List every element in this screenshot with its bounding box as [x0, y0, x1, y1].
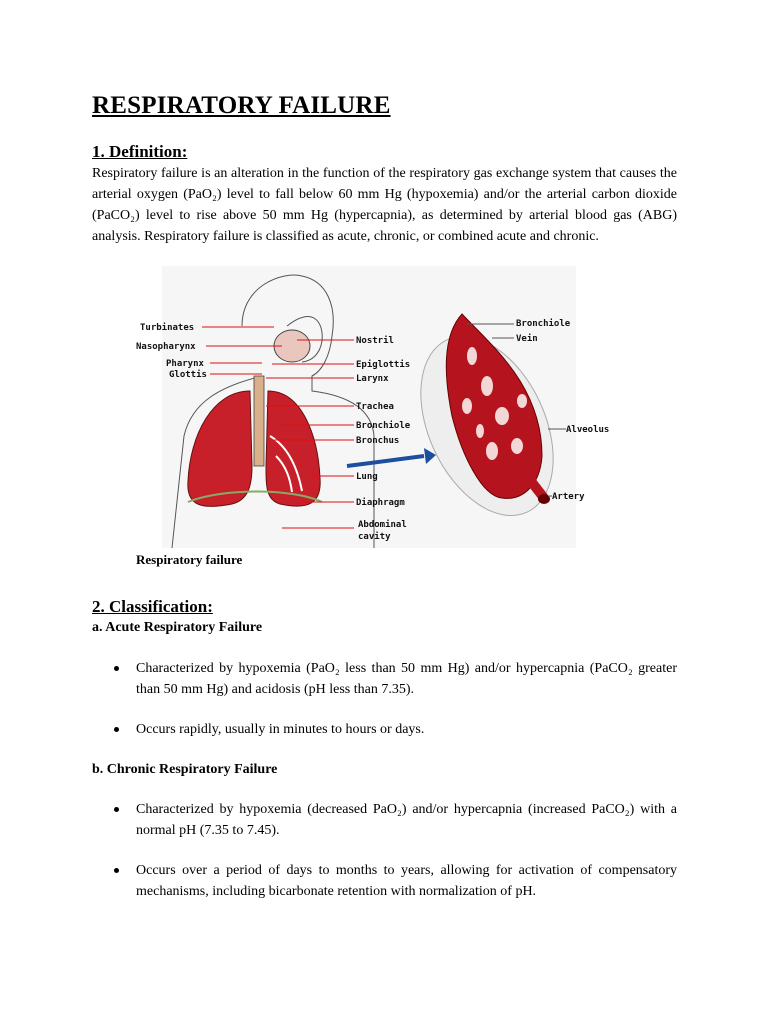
label-turbinates: Turbinates	[140, 323, 195, 333]
alveolus-cluster	[394, 314, 579, 537]
label-nasopharynx: Nasopharynx	[136, 342, 196, 352]
arrow-shaft	[347, 456, 424, 466]
label-bronchiole: Bronchiole	[356, 421, 411, 431]
label-larynx: Larynx	[356, 374, 389, 384]
list-item: Occurs rapidly, usually in minutes to hours or days.	[92, 719, 677, 740]
bullet-icon	[114, 666, 119, 671]
list-item: Characterized by hypoxemia (decreased PaO₂) and/or hypercapnia (increased PaCO₂) with a normal pH (7.35 to 7.45).	[92, 799, 677, 841]
figure-caption: Respiratory failure	[136, 552, 243, 567]
list-item: Occurs over a period of days to months to years, allowing for activation of compensatory mechanisms, including bicarbonate retention with normalization of pH.	[92, 860, 677, 902]
bullet-icon	[114, 807, 119, 812]
respiratory-system-diagram	[136, 266, 610, 548]
label-vein: Vein	[516, 334, 538, 344]
label-pharynx: Pharynx	[166, 359, 204, 369]
acute-heading: a. Acute Respiratory Failure	[92, 620, 263, 635]
chronic-bullet-list	[92, 799, 677, 902]
label-bronchiole-right: Bronchiole	[516, 319, 571, 329]
trachea-shape	[254, 376, 264, 466]
label-trachea: Trachea	[356, 402, 394, 412]
anatomy-illustration	[136, 266, 610, 548]
chronic-heading: b. Chronic Respiratory Failure	[92, 762, 278, 777]
left-leader-lines	[202, 327, 282, 374]
label-cavity: cavity	[358, 532, 391, 542]
bullet-icon	[114, 727, 119, 732]
label-nostril: Nostril	[356, 336, 394, 346]
list-item: Characterized by hypoxemia (PaO₂ less than 50 mm Hg) and/or hypercapnia (PaCO₂ greater than 50 mm Hg) and acidosis (pH less than 7.35).	[92, 658, 677, 700]
right-lung	[266, 391, 320, 506]
page-title: RESPIRATORY FAILURE	[92, 92, 391, 119]
label-diaphragm: Diaphragm	[356, 498, 405, 508]
definition-paragraph: Respiratory failure is an alteration in the function of the respiratory gas exchange system that causes the arterial oxygen (PaO₂) level to fall below 60 mm Hg (hypoxemia) and/or the arterial carbon dioxide (PaCO₂) level to rise above 50 mm Hg (hypercapnia), as determined by arterial blood gas (ABG) analysis. Respiratory failure is classified as acute, chronic, or combined acute and chronic.	[92, 166, 677, 244]
label-glottis: Glottis	[169, 370, 207, 380]
definition-heading: 1. Definition:	[92, 142, 188, 161]
label-abdominal: Abdominal	[358, 520, 407, 530]
label-lung: Lung	[356, 472, 378, 482]
label-epiglottis: Epiglottis	[356, 360, 411, 370]
label-bronchus: Bronchus	[356, 436, 400, 446]
bullet-icon	[114, 868, 119, 873]
label-artery: Artery	[552, 492, 585, 502]
label-alveolus: Alveolus	[566, 425, 610, 435]
classification-heading: 2. Classification:	[92, 597, 213, 616]
acute-bullet-list	[92, 658, 677, 740]
